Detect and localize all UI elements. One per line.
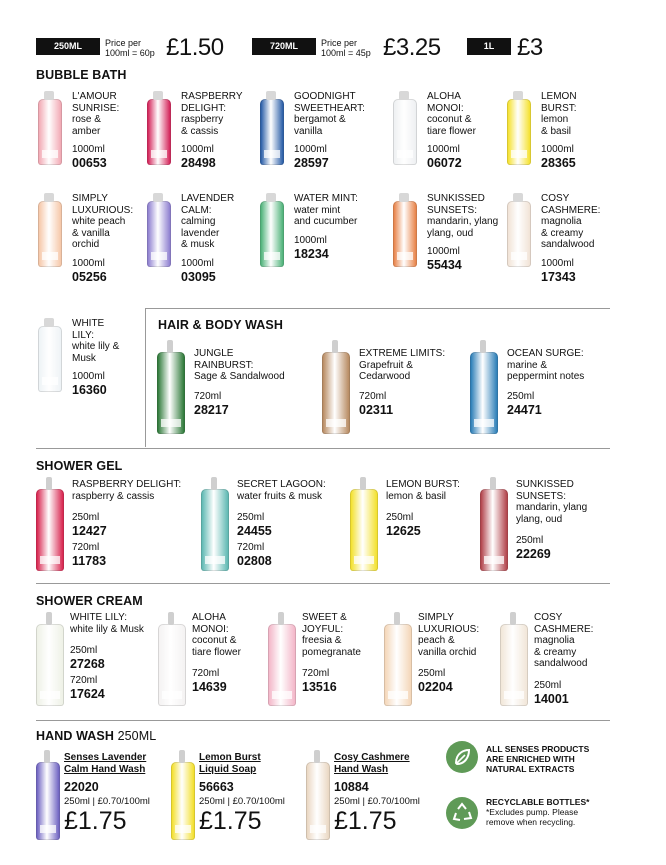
product-name: RASPBERRY DELIGHT: raspberry & cassis [72, 479, 182, 502]
bottle-cap [167, 340, 173, 353]
bottle-label [162, 691, 182, 699]
price-per-note: Price per 100ml = 45p [321, 38, 371, 58]
product-code: 02311 [359, 402, 394, 417]
product-size: 1000ml [181, 257, 214, 269]
recyclable-title: RECYCLABLE BOTTLES* [486, 797, 590, 807]
product-size: 250ml [418, 668, 446, 679]
product-code: 05256 [72, 269, 107, 284]
product-name: WATER MINT: water mint and cucumber [294, 193, 358, 227]
bottle-cap [168, 612, 174, 625]
product-bottle-image [384, 624, 412, 706]
product-code: 17624 [70, 687, 105, 701]
product-name: SUNKISSED SUNSETS: mandarin, ylang ylang, oud [427, 193, 499, 239]
product-name: Senses Lavender Calm Hand Wash [64, 752, 147, 775]
product-size: 1000ml [427, 246, 460, 257]
hand-wash-title: HAND WASH [36, 729, 114, 743]
product-size: 720ml [194, 390, 222, 402]
bottle-label [40, 825, 56, 833]
product-price: £1.75 [199, 807, 262, 835]
section-divider [36, 720, 610, 721]
product-code: 28498 [181, 156, 216, 170]
product-bottle-image [393, 201, 417, 267]
product-name: JUNGLE RAINBURST: Sage & Sandalwood [194, 348, 285, 382]
bottle-cap [44, 193, 54, 202]
product-bottle-image [36, 624, 64, 706]
natural-extracts-note: ALL SENSES PRODUCTS ARE ENRICHED WITH NATURAL EXTRACTS [486, 744, 590, 774]
product-size: 720ml [70, 675, 98, 686]
product-name: L'AMOUR SUNRISE: rose & amber [72, 91, 120, 137]
size-badge: 1L [467, 38, 511, 55]
section-title-shower-gel: SHOWER GEL [36, 459, 123, 473]
product-name: SWEET & JOYFUL: freesia & pomegranate [302, 612, 361, 658]
bottle-cap [513, 193, 523, 202]
product-code: 14001 [534, 691, 569, 706]
product-name: GOODNIGHT SWEETHEART: bergamot & vanilla [294, 91, 365, 137]
product-code: 02204 [418, 680, 453, 694]
product-code: 28217 [194, 402, 229, 417]
product-name: LEMON BURST: lemon & basil [386, 479, 460, 502]
bottle-cap [153, 193, 163, 202]
product-size: 250ml [72, 512, 100, 523]
bottle-label [511, 252, 527, 260]
product-code: 12625 [386, 524, 421, 538]
bottle-label [310, 825, 326, 833]
bottle-label [42, 150, 58, 158]
price-per-note: Price per 100ml = 60p [105, 38, 155, 58]
product-size: 1000ml [181, 144, 214, 155]
product-bottle-image [260, 201, 284, 267]
bottle-cap [332, 340, 338, 353]
bottle-label [40, 556, 60, 564]
product-bottle-image [38, 326, 62, 392]
product-name: Cosy Cashmere Hand Wash [334, 752, 410, 775]
bottle-label [474, 419, 494, 427]
bottle-label [151, 150, 167, 158]
product-bottle-image [260, 99, 284, 165]
product-bottle-image [480, 489, 508, 571]
product-size: 250ml [386, 512, 414, 523]
unit-price: 250ml | £0.70/100ml [64, 796, 150, 807]
bottle-label [175, 825, 191, 833]
product-size: 720ml [192, 668, 220, 679]
product-bottle-image [147, 99, 171, 165]
price-label: £3 [517, 34, 543, 61]
bottle-label [161, 419, 181, 427]
product-code: 06072 [427, 156, 462, 170]
leaf-icon [446, 741, 478, 773]
bottle-cap [360, 477, 366, 490]
product-name: SUNKISSED SUNSETS: mandarin, ylang ylang, oud [516, 479, 588, 525]
bottle-cap [266, 91, 276, 100]
bottle-cap [480, 340, 486, 353]
product-name: LEMON BURST: lemon & basil [541, 91, 577, 137]
product-bottle-image [201, 489, 229, 571]
product-size: 250ml [237, 512, 265, 523]
section-title-bubble-bath: BUBBLE BATH [36, 68, 127, 82]
bottle-cap [513, 91, 523, 100]
bottle-cap [314, 750, 320, 763]
product-bottle-image [38, 99, 62, 165]
product-size: 1000ml [72, 371, 105, 382]
product-bottle-image [507, 99, 531, 165]
product-bottle-image [171, 762, 195, 840]
product-size: 250ml [516, 535, 544, 546]
product-code: 03095 [181, 269, 216, 284]
bottle-label [272, 691, 292, 699]
bottle-label [264, 150, 280, 158]
product-size: 250ml [70, 645, 98, 656]
bottle-label [40, 691, 60, 699]
product-size: 1000ml [427, 144, 460, 155]
product-name: WHITE LILY: white lily & Musk [70, 612, 144, 635]
product-code: 16360 [72, 383, 107, 397]
product-bottle-image [350, 489, 378, 571]
bottle-label [326, 419, 346, 427]
product-name: SIMPLY LUXURIOUS: white peach & vanilla orchid [72, 193, 134, 250]
price-label: £3.25 [383, 34, 441, 61]
section-divider [36, 448, 610, 449]
bottle-cap [399, 91, 409, 100]
product-name: SIMPLY LUXURIOUS: peach & vanilla orchid [418, 612, 480, 658]
product-bottle-image [500, 624, 528, 706]
product-size: 1000ml [541, 257, 574, 269]
product-size: 1000ml [541, 144, 574, 155]
product-size: 250ml [534, 679, 562, 691]
unit-price: 250ml | £0.70/100ml [334, 796, 420, 807]
product-bottle-image [507, 201, 531, 267]
bottle-label [151, 252, 167, 260]
recyclable-subtext: *Excludes pump. Please remove when recycling. [486, 807, 579, 827]
bottle-cap [278, 612, 284, 625]
product-code: 55434 [427, 258, 462, 272]
product-bottle-image [38, 201, 62, 267]
product-size: 720ml [72, 542, 100, 553]
product-name: ALOHA MONOI: coconut & tiare flower [427, 91, 476, 137]
bottle-cap [394, 612, 400, 625]
product-code: 00653 [72, 156, 107, 170]
product-code: 02808 [237, 554, 272, 568]
section-title-hair-body-wash: HAIR & BODY WASH [158, 318, 283, 332]
bottle-label [511, 150, 527, 158]
product-code: 14639 [192, 680, 227, 694]
product-code: 56663 [199, 780, 234, 794]
bottle-label [42, 377, 58, 385]
product-size: 250ml [507, 390, 535, 402]
product-size: 1000ml [72, 144, 105, 155]
bottle-cap [266, 193, 276, 202]
product-name: COSY CASHMERE: magnolia & creamy sandalwood [541, 193, 601, 250]
bottle-cap [46, 612, 52, 625]
product-price: £1.75 [64, 807, 127, 835]
bottle-cap [490, 477, 496, 490]
product-name: SECRET LAGOON: water fruits & musk [237, 479, 326, 502]
product-name: WHITE LILY: white lily & Musk [72, 318, 120, 364]
product-name: OCEAN SURGE: marine & peppermint notes [507, 348, 585, 382]
product-bottle-image [393, 99, 417, 165]
section-title-hand-wash [36, 729, 156, 743]
product-code: 24471 [507, 402, 542, 417]
bottle-label [42, 252, 58, 260]
product-bottle-image [470, 352, 498, 434]
product-code: 24455 [237, 524, 272, 538]
bottle-cap [46, 477, 52, 490]
product-name: COSY CASHMERE: magnolia & creamy sandalwood [534, 612, 594, 669]
hand-wash-size: 250ML [117, 729, 157, 743]
product-code: 22269 [516, 547, 551, 561]
product-size: 720ml [302, 668, 330, 679]
product-name: Lemon Burst Liquid Soap [199, 752, 261, 775]
product-code: 28365 [541, 156, 576, 170]
bottle-label [397, 150, 413, 158]
bottle-label [264, 252, 280, 260]
product-bottle-image [268, 624, 296, 706]
bottle-label [484, 556, 504, 564]
product-code: 13516 [302, 680, 337, 694]
recycle-icon [446, 797, 478, 829]
product-code: 12427 [72, 524, 107, 538]
size-badge: 250ML [36, 38, 100, 55]
product-size: 1000ml [72, 257, 105, 269]
bottle-cap [211, 477, 217, 490]
size-badge: 720ML [252, 38, 316, 55]
bottle-cap [179, 750, 185, 763]
section-divider [36, 583, 610, 584]
recyclable-note [486, 797, 589, 827]
product-bottle-image [36, 762, 60, 840]
product-price: £1.75 [334, 807, 397, 835]
product-code: 22020 [64, 780, 99, 794]
product-code: 27268 [70, 657, 105, 671]
bottle-label [397, 252, 413, 260]
bottle-cap [399, 193, 409, 202]
product-name: LAVENDER CALM: calming lavender & musk [181, 193, 235, 250]
bottle-cap [44, 91, 54, 100]
product-bottle-image [306, 762, 330, 840]
bottle-cap [510, 612, 516, 625]
unit-price: 250ml | £0.70/100ml [199, 796, 285, 807]
bottle-label [205, 556, 225, 564]
product-name: RASPBERRY DELIGHT: raspberry & cassis [181, 91, 243, 137]
product-code: 28597 [294, 156, 329, 170]
bottle-label [388, 691, 408, 699]
product-bottle-image [147, 201, 171, 267]
product-bottle-image [36, 489, 64, 571]
product-size: 1000ml [294, 144, 327, 155]
product-size: 720ml [237, 542, 265, 553]
product-size: 1000ml [294, 234, 327, 246]
bottle-label [504, 691, 524, 699]
section-title-shower-cream: SHOWER CREAM [36, 594, 143, 608]
product-bottle-image [157, 352, 185, 434]
product-name: ALOHA MONOI: coconut & tiare flower [192, 612, 241, 658]
product-code: 10884 [334, 780, 369, 794]
bottle-cap [44, 750, 50, 763]
product-bottle-image [322, 352, 350, 434]
price-label: £1.50 [166, 34, 224, 61]
product-code: 11783 [72, 554, 107, 568]
product-code: 18234 [294, 246, 329, 261]
bottle-cap [153, 91, 163, 100]
product-bottle-image [158, 624, 186, 706]
product-size: 720ml [359, 390, 387, 402]
product-name: EXTREME LIMITS: Grapefruit & Cedarwood [359, 348, 446, 382]
bottle-label [354, 556, 374, 564]
bottle-cap [44, 318, 54, 327]
product-code: 17343 [541, 269, 576, 284]
